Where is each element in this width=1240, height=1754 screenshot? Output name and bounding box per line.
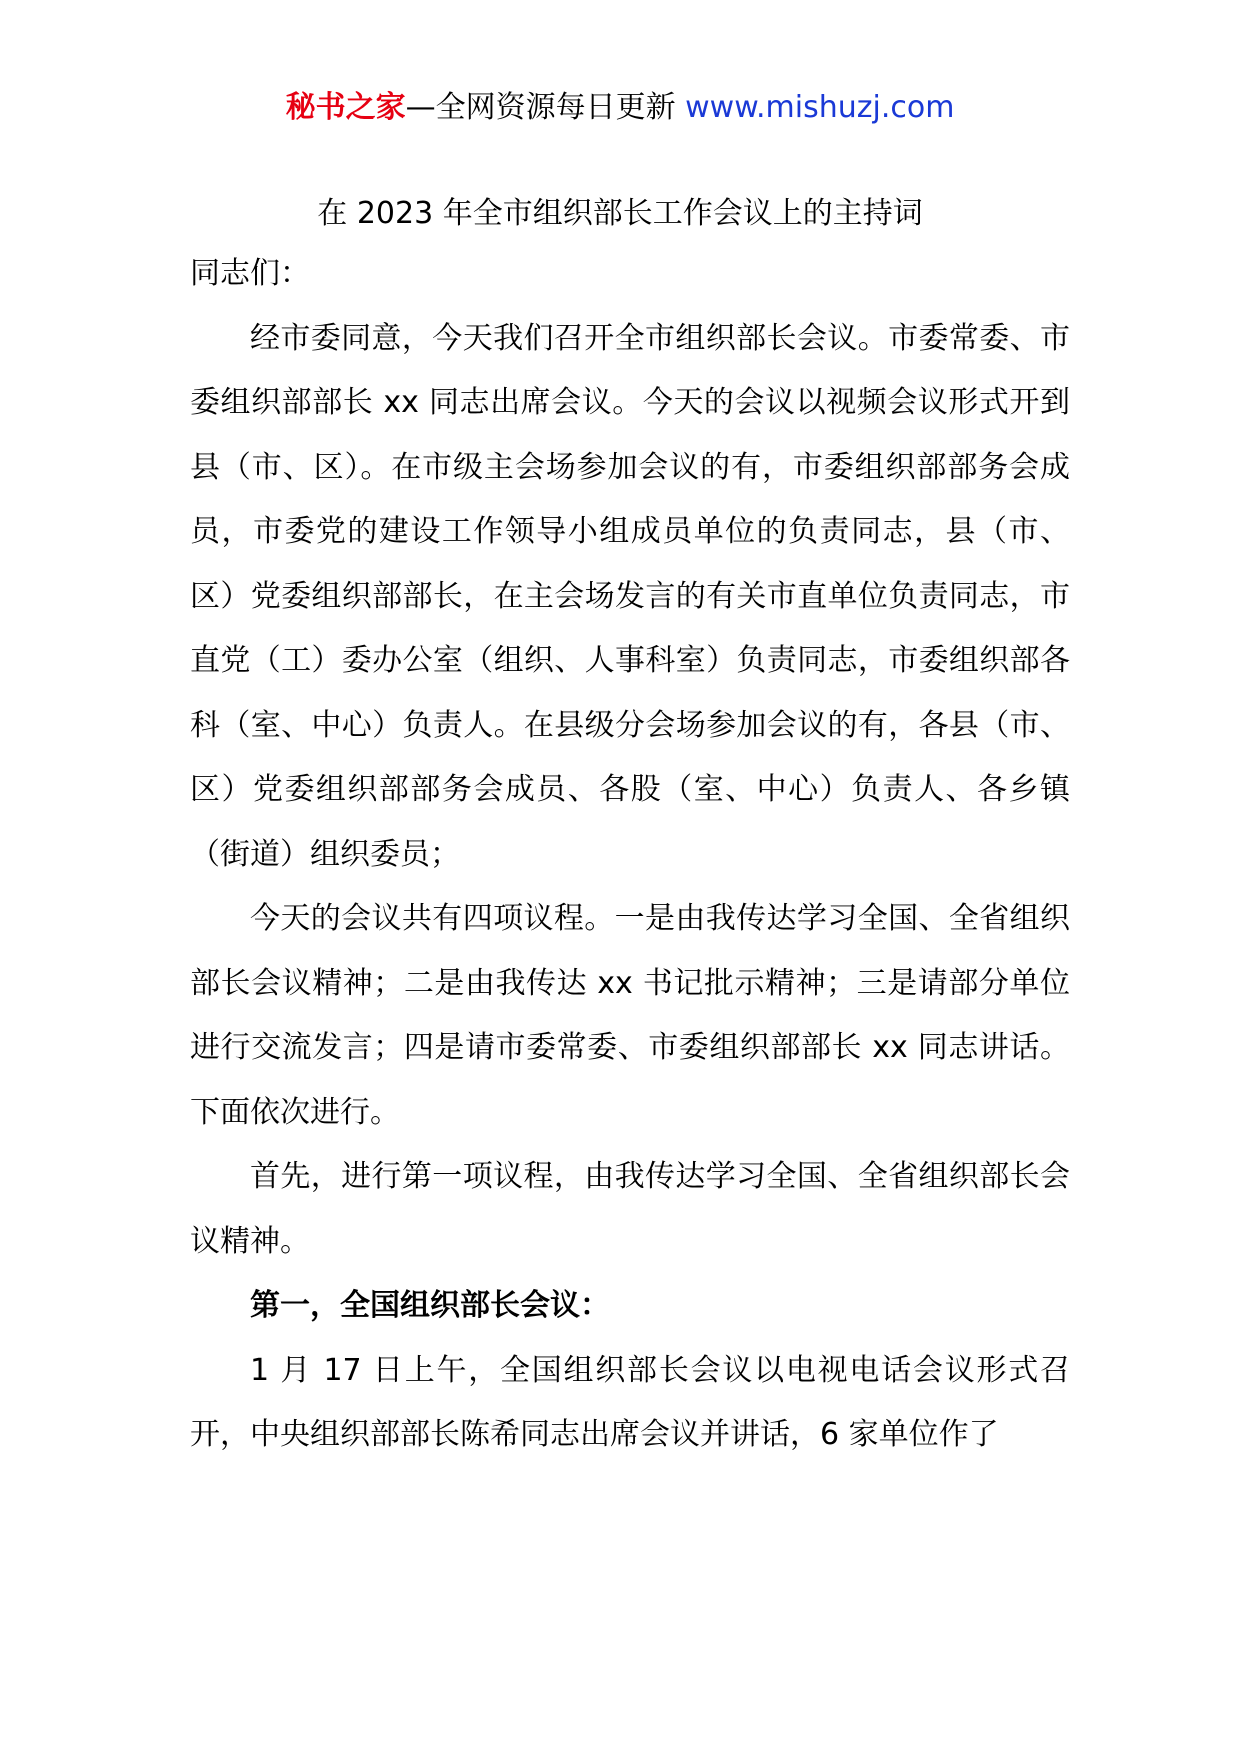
section-paragraph: 1 月 17 日上午，全国组织部长会议以电视电话会议形式召开，中央组织部部长陈希同志出席会议并讲话，6 家单位作了 (190, 1352, 1070, 1452)
header-tagline: —全网资源每日更新 (405, 90, 676, 125)
greeting: 同志们： (190, 256, 310, 291)
document-title: 在 2023 年全市组织部长工作会议上的主持词 (317, 196, 923, 231)
brand-name: 秘书之家 (285, 90, 406, 125)
document-body (190, 242, 1070, 1468)
site-header (0, 86, 1240, 130)
paragraph-2: 今天的会议共有四项议程。一是由我传达学习全国、全省组织部长会议精神；二是由我传达 xx 书记批示精神；三是请部分单位进行交流发言；四是请市委常委、市委组织部部长 xx 同志讲话。下面依次进行。 (190, 901, 1070, 1130)
site-url-link[interactable]: www.mishuzj.com (685, 90, 955, 125)
section-heading: 第一，全国组织部长会议： (250, 1288, 610, 1323)
paragraph-1: 经市委同意，今天我们召开全市组织部长会议。市委常委、市委组织部部长 xx 同志出席会议。今天的会议以视频会议形式开到县（市、区）。在市级主会场参加会议的有，市委组织部部务会成员，市委党的建设工作领导小组成员单位的负责同志，县（市、区）党委组织部部长，在主会场发言的有关市直单位负责同志，市直党（工）委办公室（组织、人事科室）负责同志，市委组织部各科（室、中心）负责人。在县级分会场参加会议的有，各县（市、区）党委组织部部务会成员、各股（室、中心）负责人、各乡镇（街道）组织委员； (190, 320, 1070, 872)
paragraph-3: 首先，进行第一项议程，由我传达学习全国、全省组织部长会议精神。 (190, 1159, 1070, 1259)
